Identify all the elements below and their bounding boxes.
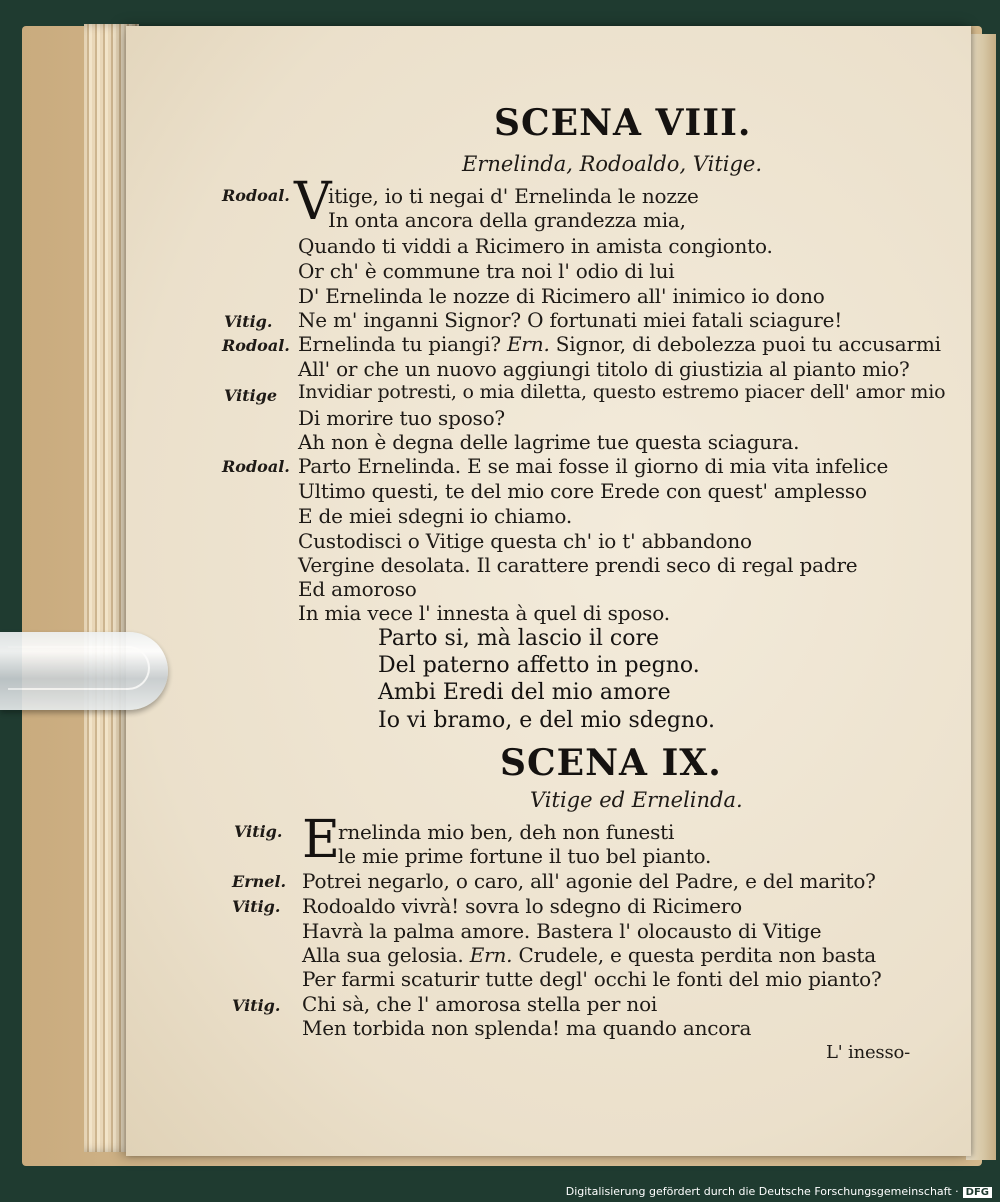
- drop-capital: V: [294, 172, 332, 232]
- speaker-label: Vitig.: [224, 312, 273, 331]
- verse-line: All' or che un nuovo aggiungi titolo di giustizia al pianto mio?: [298, 357, 910, 381]
- inline-speaker: Ern.: [507, 332, 550, 356]
- speaker-label: Vitig.: [232, 996, 281, 1015]
- speaker-label: Vitig.: [234, 822, 283, 841]
- verse-line: E de miei sdegni io chiamo.: [298, 504, 573, 528]
- book: [22, 18, 997, 1176]
- verse-line: Ernelinda tu piangi? Ern. Signor, di debolezza puoi tu accusarmi: [298, 332, 941, 356]
- verse-line: Vergine desolata. Il carattere prendi seco di regal padre: [298, 553, 858, 577]
- verse-line: In mia vece l' innesta à quel di sposo.: [298, 601, 670, 625]
- scene-title: SCENA IX.: [500, 742, 722, 784]
- speaker-label: Rodoal.: [222, 186, 290, 205]
- verse-line: Parto Ernelinda. E se mai fosse il giorno di mia vita infelice: [298, 454, 889, 478]
- verse-line: Men torbida non splenda! ma quando ancora: [302, 1016, 752, 1040]
- verse-line: Potrei negarlo, o caro, all' agonie del Padre, e del marito?: [302, 869, 876, 893]
- verse-line: Quando ti viddi a Ricimero in amista congionto.: [298, 234, 773, 258]
- verse-line: D' Ernelinda le nozze di Ricimero all' inimico io dono: [298, 284, 825, 308]
- speaker-label: Rodoal.: [222, 336, 290, 355]
- verse-line: rnelinda mio ben, deh non funesti: [338, 820, 675, 844]
- verse-line: Per farmi scaturir tutte degl' occhi le fonti del mio pianto?: [302, 967, 882, 991]
- aria-line: Io vi bramo, e del mio sdegno.: [378, 708, 715, 733]
- aria-line: Ambi Eredi del mio amore: [378, 680, 671, 705]
- verse-line: itige, io ti negai d' Ernelinda le nozze: [328, 184, 699, 208]
- verse-line: Havrà la palma amore. Bastera l' olocausto di Vitige: [302, 919, 822, 943]
- drop-capital: E: [302, 810, 340, 870]
- catchword: L' inesso-: [826, 1042, 911, 1063]
- verse-line: Alla sua gelosia. Ern. Crudele, e questa perdita non basta: [302, 943, 876, 967]
- book-page: [126, 26, 971, 1156]
- verse-line: Custodisci o Vitige questa ch' io t' abbandono: [298, 529, 752, 553]
- verse-line: Ultimo questi, te del mio core Erede con quest' amplesso: [298, 479, 867, 503]
- verse-line: Or ch' è commune tra noi l' odio di lui: [298, 259, 675, 283]
- speaker-label: Ernel.: [232, 872, 287, 891]
- page-clip: [0, 632, 168, 710]
- scene-title: SCENA VIII.: [494, 102, 752, 144]
- footer-credit: [566, 1185, 992, 1198]
- aria-line: Del paterno affetto in pegno.: [378, 653, 700, 678]
- speaker-label: Vitig.: [232, 897, 281, 916]
- aria-line: Parto si, mà lascio il core: [378, 626, 660, 651]
- verse-line: Di morire tuo sposo?: [298, 406, 505, 430]
- verse-line: In onta ancora della grandezza mia,: [328, 208, 686, 232]
- footer-text: Digitalisierung gefördert durch die Deutsche Forschungsgemeinschaft ·: [565, 1185, 959, 1198]
- speaker-label: Vitige: [224, 386, 278, 405]
- verse-line: Ed amoroso: [298, 577, 417, 601]
- inline-speaker: Ern.: [469, 943, 513, 967]
- verse-line: le mie prime fortune il tuo bel pianto.: [338, 844, 712, 868]
- scene-cast: Ernelinda, Rodoaldo, Vitige.: [462, 152, 763, 176]
- verse-line: Invidiar potresti, o mia diletta, questo estremo piacer dell' amor mio: [298, 381, 946, 403]
- page-clip-highlight: [8, 646, 150, 690]
- verse-line: Rodoaldo vivrà! sovra lo sdegno di Ricimero: [302, 894, 742, 918]
- scene-cast: Vitige ed Ernelinda.: [530, 788, 743, 812]
- speaker-label: Rodoal.: [222, 457, 290, 476]
- verse-line: Chi sà, che l' amorosa stella per noi: [302, 992, 658, 1016]
- verse-line: Ah non è degna delle lagrime tue questa sciagura.: [298, 430, 800, 454]
- dfg-logo: DFG: [963, 1187, 992, 1198]
- verse-line: Ne m' inganni Signor? O fortunati miei fatali sciagure!: [298, 308, 843, 332]
